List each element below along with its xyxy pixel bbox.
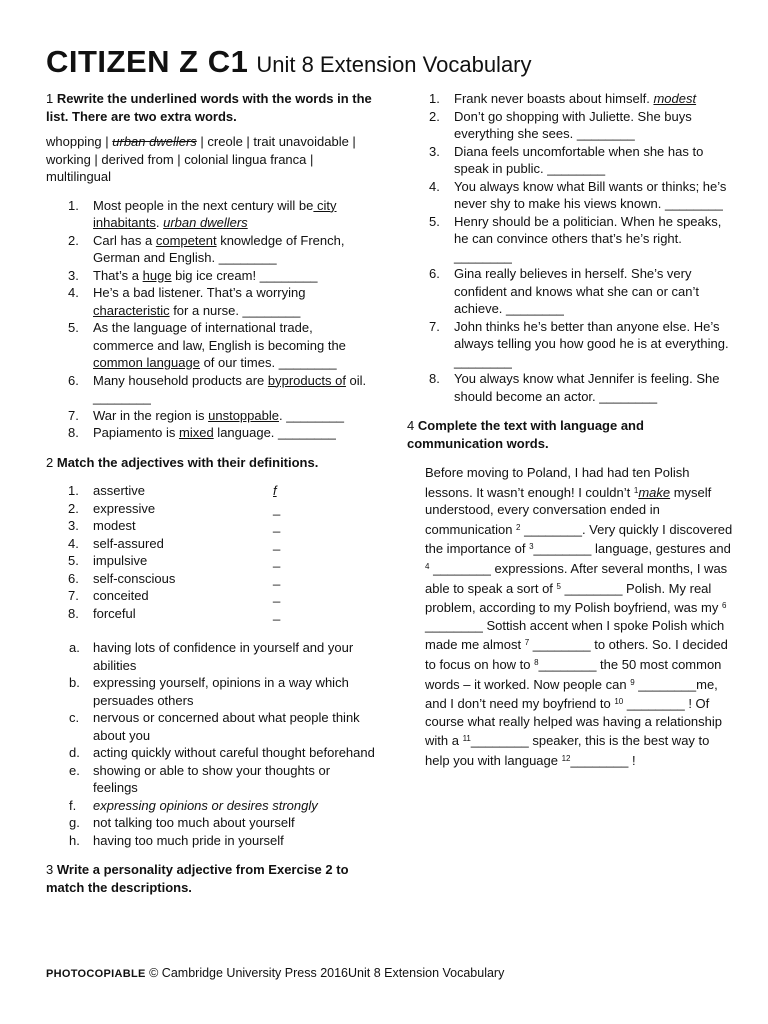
exercise-4-text: Before moving to Poland, I had had ten Polish lessons. It wasn’t enough! I couldn’t $^1$make myself understood, every conversation ended in communication $^2$ ________. Very quickly I discovered the importance of $^3$________ language, gestures and $^4$ ________ expressions. After several months, I was able to speak a sort of $^5$ ________ Polish. My real problem, according to my Polish boyfriend, was my $^6$ ________ Sottish accent when I spoke Polish which made me almost $^7$ ________ to others. So. I decided to focus on how to $^8$________ the 50 most common words – it worked. Now people can $^9$ ________me, and I don’t need my boyfriend to $^{10}$ ________ ! Of course what really helped was having a relationship with a $^{11}$________ speaker, this is the best way to help you with language $^{12}$________ ! [425,465,733,768]
list-item: 8. forceful _ [68,605,281,621]
example-answer: f [273,483,277,498]
example-definition: expressing opinions or desires strongly [93,797,318,813]
example-answer: make [638,484,671,500]
copyright-text: © Cambridge University Press 2016Unit 8 Extension Vocabulary [145,966,505,980]
exercise-2-adjective-list [46,482,376,622]
list-item: 4. self-assured _ [68,535,281,551]
list-item: 1. Most people in the next century will be city inhabitants. urban dwellers [68,197,337,230]
list-item: 7. War in the region is unstoppable. ________ [68,407,345,423]
list-item: 3. modest _ [68,518,281,533]
example-answer: modest [653,91,697,106]
exercise-3-heading: 3 Write a personality adjective from Exercise 2 to match the descriptions. [46,862,349,895]
list-item: e. showing or able to show your thoughts or feelings [69,762,331,795]
list-item: 3. That’s a huge big ice cream! ________ [68,267,318,283]
list-item: 2. Carl has a competent knowledge of French, German and English. ________ [68,232,345,265]
example-answer: urban dwellers [163,215,248,230]
photocopiable-label: PHOTOCOPIABLE [46,968,146,980]
list-item: f. expressing opinions or desires strongly [69,797,318,813]
right-column [407,90,737,770]
struck-word: urban dwellers [112,134,197,149]
list-item: 4. You always know what Bill wants or thinks; he’s never shy to make his views known. ________ [429,178,727,211]
list-item: 8. You always know what Jennifer is feeling. She should become an actor. ________ [429,371,720,404]
list-item: 1. Frank never boasts about himself. modest [429,91,697,106]
list-item: d. acting quickly without careful thought beforehand [69,745,375,760]
list-item: 8. Papiamento is mixed language. ________ [68,425,336,440]
exercise-1-heading: 1 Rewrite the underlined words with the words in the list. There are two extra words. [46,91,372,124]
exercise-3-list [407,90,737,405]
unit-title: Unit 8 Extension Vocabulary [256,52,532,77]
list-item: 1. assertive f [68,483,277,498]
brand-title: CITIZEN Z C1 [46,44,249,79]
list-item: 5. impulsive _ [68,553,281,568]
list-item: c. nervous or concerned about what people think about you [69,710,360,743]
list-item: h. having too much pride in yourself [69,832,284,848]
list-item: 6. self-conscious _ [68,570,281,586]
left-column [46,90,376,896]
list-item: g. not talking too much about yourself [69,815,295,830]
list-item: 2. Don’t go shopping with Juliette. She buys everything she sees. ________ [429,108,692,141]
exercise-2-heading: 2 Match the adjectives with their definitions. [46,454,319,470]
exercise-2-definition-list [46,639,376,849]
list-item: 4. He’s a bad listener. That’s a worrying characteristic for a nurse. ________ [68,285,306,318]
list-item: 7. John thinks he’s better than anyone else. He’s always telling you how good he is at everything. ________ [429,318,729,369]
list-item: 7. conceited _ [68,588,281,603]
exercise-4-heading: 4 Complete the text with language and communication words. [407,418,644,451]
page-footer [46,966,504,980]
list-item: 5. Henry should be a politician. When he speaks, he can convince others that’s he’s right. ________ [429,213,722,264]
list-item: 3. Diana feels uncomfortable when she has to speak in public. ________ [429,143,704,176]
list-item: b. expressing yourself, opinions in a way which persuades others [69,675,349,708]
list-item: 6. Gina really believes in herself. She’s very confident and knows what she can or can’t achieve. ________ [429,266,699,316]
list-item: 2. expressive _ [68,500,281,516]
list-item: 5. As the language of international trade, commerce and law, English is becoming the common language of our times. ________ [68,320,346,370]
exercise-1-word-bank: whopping | urban dwellers | creole | trait unavoidable | working | derived from | colonial lingua franca | multilingual [46,134,356,184]
list-item: a. having lots of confidence in yourself and your abilities [69,640,354,673]
page-header [46,44,532,80]
exercise-1-list [46,197,376,442]
list-item: 6. Many household products are byproducts of oil. ________ [68,372,367,405]
